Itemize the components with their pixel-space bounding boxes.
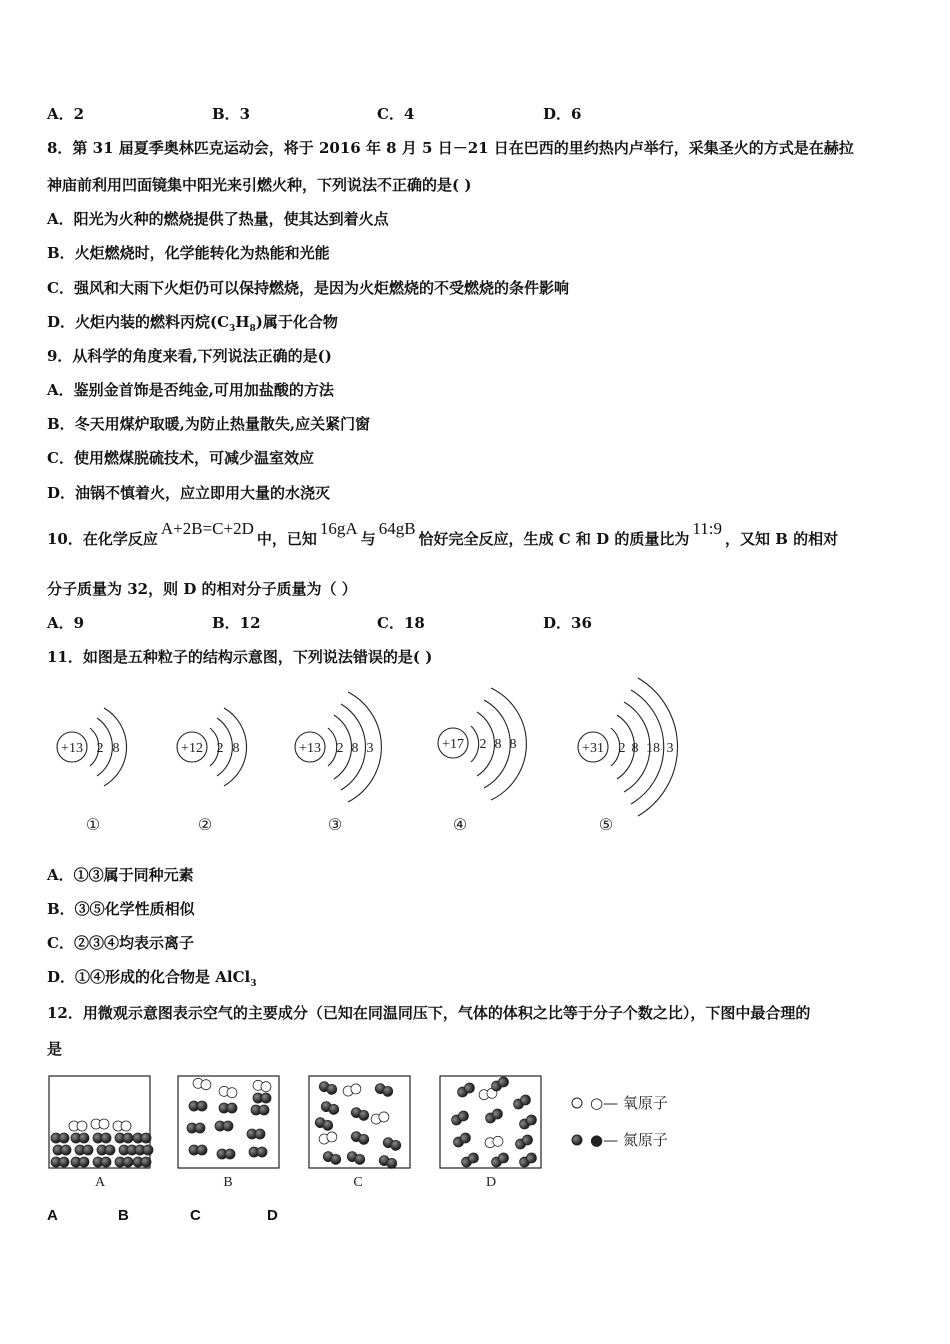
legend-nitrogen-icon [572, 1135, 582, 1145]
oxygen-molecule [113, 1121, 131, 1131]
nitrogen-molecule [518, 1113, 539, 1131]
molecules-layer [51, 1075, 538, 1170]
particle-structure-diagram [0, 670, 950, 850]
svg-text:3: 3 [366, 741, 374, 756]
nucleus-label-3: +13 [299, 741, 321, 756]
nitrogen-molecule [320, 1100, 340, 1116]
q7-option-b: B．3 [212, 105, 251, 123]
nitrogen-molecule [350, 1130, 370, 1146]
q7-option-c: C．4 [377, 105, 415, 123]
nucleus-label-4: +17 [442, 737, 464, 752]
q10-equation: A+2B=C+2D [160, 519, 254, 538]
nitrogen-molecule [460, 1151, 481, 1169]
nitrogen-molecule [382, 1136, 402, 1152]
nitrogen-molecule [484, 1107, 505, 1125]
nitrogen-molecule [247, 1129, 265, 1139]
q12-stem-line2: 是 [47, 1040, 63, 1058]
nitrogen-molecule [115, 1157, 133, 1167]
box-label-b: B [223, 1175, 233, 1190]
nitrogen-molecule [133, 1133, 151, 1143]
nitrogen-molecule [71, 1133, 89, 1143]
q8-option-c: C．强风和大雨下火炬仍可以保持燃烧，是因为火炬燃烧的不受燃烧的条件影响 [47, 279, 569, 297]
nitrogen-molecule [97, 1145, 115, 1155]
particle-label-1: ① [85, 817, 101, 834]
oxygen-molecule [69, 1121, 87, 1131]
nitrogen-molecule [512, 1093, 533, 1111]
svg-text:8: 8 [112, 741, 120, 756]
svg-text:8: 8 [631, 741, 639, 756]
nitrogen-molecule [189, 1101, 207, 1111]
nitrogen-molecule [115, 1133, 133, 1143]
nitrogen-molecule [450, 1109, 471, 1127]
q8-stem-line1: 8．第 31 届夏季奥林匹克运动会，将于 2016 年 8 月 5 日－21 日在巴西的里约热内卢举行，采集圣火的方式是在赫拉 [47, 139, 854, 157]
q10-option-b: B．12 [212, 614, 261, 632]
q12-letter-a: A [47, 1207, 58, 1224]
nitrogen-molecule [51, 1133, 69, 1143]
q9-option-b: B．冬天用煤炉取暖,为防止热量散失,应关紧门窗 [47, 415, 371, 433]
nitrogen-molecule [251, 1105, 269, 1115]
nitrogen-molecule [322, 1150, 342, 1166]
q10-option-a: A．9 [47, 614, 85, 632]
air-composition-diagram [0, 1068, 700, 1198]
particle-label-4: ④ [452, 817, 468, 834]
nitrogen-molecule [456, 1081, 477, 1099]
nitrogen-molecule [374, 1082, 394, 1098]
oxygen-molecule [192, 1078, 211, 1091]
nitrogen-molecule [187, 1123, 205, 1133]
q12-letter-b: B [118, 1207, 129, 1224]
nitrogen-molecule [133, 1157, 151, 1167]
nitrogen-molecule [219, 1103, 237, 1113]
q11-option-d: D．①④形成的化合物是 AlCl$_3$ [47, 968, 257, 989]
svg-text:3: 3 [666, 741, 674, 756]
svg-text:8: 8 [509, 737, 517, 752]
legend-oxygen-icon [572, 1098, 582, 1108]
svg-text:8: 8 [351, 741, 359, 756]
q11-option-c: C．②③④均表示离子 [47, 934, 194, 952]
nitrogen-molecule [93, 1157, 111, 1167]
legend-oxygen: ○— 氧原子 [590, 1094, 668, 1112]
nitrogen-molecule [249, 1147, 267, 1157]
q9-option-c: C．使用燃煤脱硫技术，可减少温室效应 [47, 449, 314, 467]
nitrogen-molecule [314, 1116, 334, 1132]
legend-nitrogen: ●— 氮原子 [590, 1131, 668, 1149]
svg-text:2: 2 [96, 741, 104, 756]
nitrogen-molecule [51, 1157, 69, 1167]
nucleus-label-2: +12 [181, 741, 203, 756]
nitrogen-molecule [350, 1106, 370, 1122]
q10-option-c: C．18 [377, 614, 425, 632]
nitrogen-molecule [217, 1149, 235, 1159]
oxygen-molecule [342, 1083, 362, 1097]
particle-label-5: ⑤ [598, 817, 614, 834]
oxygen-molecule [252, 1080, 271, 1093]
q10-ratio: 11:9 [692, 519, 722, 538]
q8-option-a: A．阳光为火种的燃烧提供了热量，使其达到着火点 [47, 210, 389, 228]
q12-stem-line1: 12．用微观示意图表示空气的主要成分（已知在同温同压下，气体的体积之比等于分子个数之比），下图中最合理的 [47, 1004, 811, 1022]
oxygen-molecule [484, 1136, 503, 1149]
nitrogen-molecule [189, 1145, 207, 1155]
svg-text:2: 2 [216, 741, 224, 756]
svg-text:2: 2 [336, 741, 344, 756]
q10-mass-a: 16gA [319, 519, 358, 538]
nitrogen-molecule [135, 1145, 153, 1155]
q10-option-d: D．36 [543, 614, 592, 632]
svg-text:2: 2 [479, 737, 487, 752]
q8-option-d: D．火炬内装的燃料丙烷$(C_3H_8)$属于化合物 [47, 313, 338, 334]
particle-label-2: ② [197, 817, 213, 834]
nucleus-label-1: +13 [61, 741, 83, 756]
q11-stem: 11．如图是五种粒子的结构示意图，下列说法错误的是( ) [47, 648, 433, 666]
q12-letter-c: C [190, 1207, 201, 1224]
nitrogen-molecule [318, 1080, 338, 1096]
particle-label-3: ③ [327, 817, 343, 834]
q10-stem-line2: 分子质量为 32，则 D 的相对分子质量为（ ） [47, 580, 357, 598]
q11-option-b: B．③⑤化学性质相似 [47, 900, 195, 918]
box-label-d: D [485, 1175, 497, 1190]
nitrogen-molecule [452, 1131, 473, 1149]
q10-mass-b: 64gB [378, 519, 416, 538]
svg-text:8: 8 [232, 741, 240, 756]
nitrogen-molecule [71, 1157, 89, 1167]
svg-text:8: 8 [494, 737, 502, 752]
nucleus-label-5: +31 [582, 741, 604, 756]
oxygen-molecule [218, 1086, 237, 1099]
nitrogen-molecule [518, 1151, 539, 1169]
nitrogen-molecule [514, 1133, 535, 1151]
q8-option-b: B．火炬燃烧时，化学能转化为热能和光能 [47, 244, 330, 262]
nitrogen-molecule [215, 1121, 233, 1131]
nitrogen-molecule [93, 1133, 111, 1143]
nitrogen-molecule [75, 1145, 93, 1155]
nitrogen-molecule [346, 1150, 366, 1166]
oxygen-molecule [318, 1131, 338, 1145]
q10-stem-line1: 10．在化学反应A+2B=C+2D中，已知16gA与64gB恰好完全反应，生成 C 和 D 的质量比为11:9，又知 B 的相对 [47, 519, 839, 548]
q7-option-a: A．2 [47, 105, 85, 123]
svg-text:18: 18 [646, 741, 660, 756]
q9-option-d: D．油锅不慎着火，应立即用大量的水浇灭 [47, 484, 331, 502]
q9-stem: 9．从科学的角度来看,下列说法正确的是() [47, 347, 332, 365]
nitrogen-molecule [53, 1145, 71, 1155]
box-label-c: C [353, 1175, 363, 1190]
nitrogen-molecule [119, 1145, 137, 1155]
q9-option-a: A．鉴别金首饰是否纯金,可用加盐酸的方法 [47, 381, 334, 399]
svg-text:2: 2 [618, 741, 626, 756]
q11-option-a: A．①③属于同种元素 [47, 866, 194, 884]
nitrogen-molecule [490, 1151, 511, 1169]
q8-stem-line2: 神庙前利用凹面镜集中阳光来引燃火种，下列说法不正确的是( ) [47, 176, 472, 194]
q7-option-d: D．6 [543, 105, 582, 123]
oxygen-molecule [91, 1119, 109, 1129]
oxygen-molecule [370, 1111, 390, 1125]
nitrogen-molecule [253, 1093, 271, 1103]
q12-letter-d: D [267, 1207, 278, 1224]
box-label-a: A [94, 1175, 106, 1190]
